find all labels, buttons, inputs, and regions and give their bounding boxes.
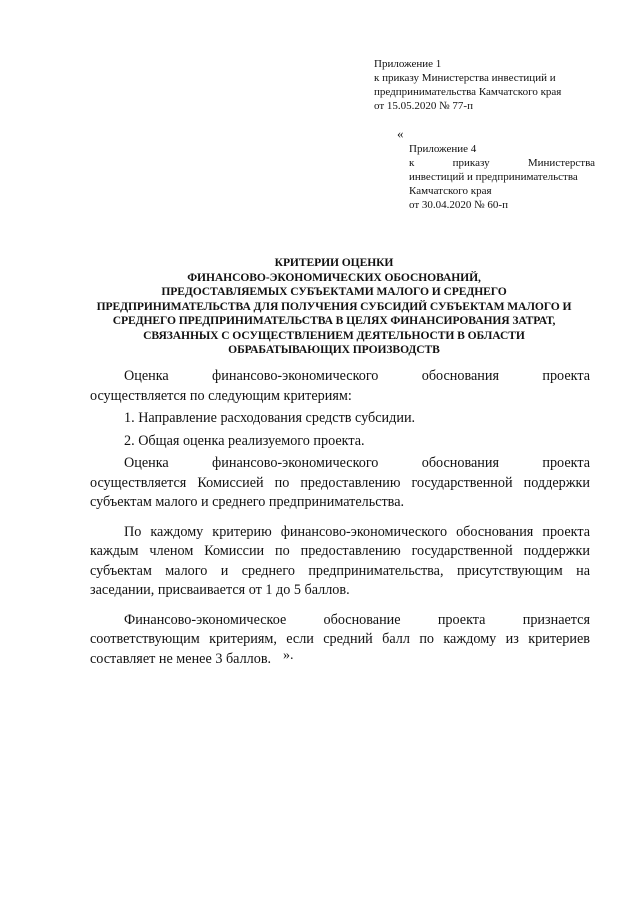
paragraph-line: субъектам малого и среднего предпринимательства.: [90, 494, 405, 510]
paragraph-4: [90, 611, 590, 670]
annex-4-line: от 30.04.2020 № 60-п: [409, 199, 508, 211]
paragraph-line: Оценка финансово-экономического обоснования проекта: [124, 455, 590, 471]
paragraph-line: субъектам малого и среднего предпринимательства, присутствующим на: [90, 562, 590, 579]
annex-1-line: предпринимательства Камчатского края: [374, 86, 562, 98]
document-body: [90, 367, 590, 669]
paragraph-1: [90, 367, 590, 406]
title-line: КРИТЕРИИ ОЦЕНКИ: [274, 256, 394, 269]
annex-4-line: инвестиций и предпринимательства: [409, 171, 578, 183]
annex-4-line: Приложение 4: [409, 143, 477, 155]
paragraph-3: [90, 523, 590, 601]
title-line: СРЕДНЕГО ПРЕДПРИНИМАТЕЛЬСТВА В ЦЕЛЯХ ФИНАНСИРОВАНИЯ ЗАТРАТ,: [112, 314, 556, 327]
opening-quote: «: [397, 126, 404, 141]
paragraph-2: [90, 454, 590, 513]
paragraph-line: осуществляется Комиссией по предоставлению государственной поддержки: [90, 474, 590, 491]
paragraph-line: осуществляется по следующим критериям:: [90, 387, 352, 404]
annex-1-line: к приказу Министерства инвестиций и: [374, 72, 556, 84]
document-title: [80, 256, 588, 358]
annex-1-line: Приложение 1: [374, 58, 442, 70]
annex-1-line: от 15.05.2020 № 77-п: [374, 100, 473, 112]
paragraph-line: Финансово-экономическое обоснование проекта признается: [124, 611, 590, 628]
criteria-list: [90, 409, 590, 451]
annex-1-header: [374, 57, 614, 113]
title-line: ОБРАБАТЫВАЮЩИХ ПРОИЗВОДСТВ: [228, 343, 440, 356]
paragraph-line: составляет не менее 3 баллов.: [90, 650, 272, 667]
paragraph-line: каждым членом Комиссии по предоставлению государственной поддержки: [90, 543, 590, 559]
title-line: ФИНАНСОВО-ЭКОНОМИЧЕСКИХ ОБОСНОВАНИЙ,: [187, 270, 481, 284]
annex-4-line: Камчатского края: [409, 185, 492, 197]
closing-quote: ».: [283, 648, 294, 663]
list-item: 1. Направление расходования средств субсидии.: [124, 410, 416, 426]
title-line: ПРЕДОСТАВЛЯЕМЫХ СУБЪЕКТАМИ МАЛОГО И СРЕДНЕГО: [161, 285, 507, 298]
paragraph-line: Оценка финансово-экономического обоснования проекта: [124, 368, 590, 384]
annex-4-line-justified: к приказу Министерства: [409, 157, 596, 169]
title-line: ПРЕДПРИНИМАТЕЛЬСТВА ДЛЯ ПОЛУЧЕНИЯ СУБСИДИЙ СУБЪЕКТАМ МАЛОГО И: [96, 299, 572, 313]
annex-4-header: [409, 142, 595, 212]
list-item: 2. Общая оценка реализуемого проекта.: [124, 432, 365, 449]
paragraph-line: соответствующим критериям, если средний балл по каждому из критериев: [90, 631, 590, 647]
paragraph-line: заседании, присваивается от 1 до 5 баллов.: [90, 582, 350, 598]
paragraph-line: По каждому критерию финансово-экономического обоснования проекта: [124, 523, 590, 540]
title-line: СВЯЗАННЫХ С ОСУЩЕСТВЛЕНИЕМ ДЕЯТЕЛЬНОСТИ В ОБЛАСТИ: [143, 328, 525, 342]
